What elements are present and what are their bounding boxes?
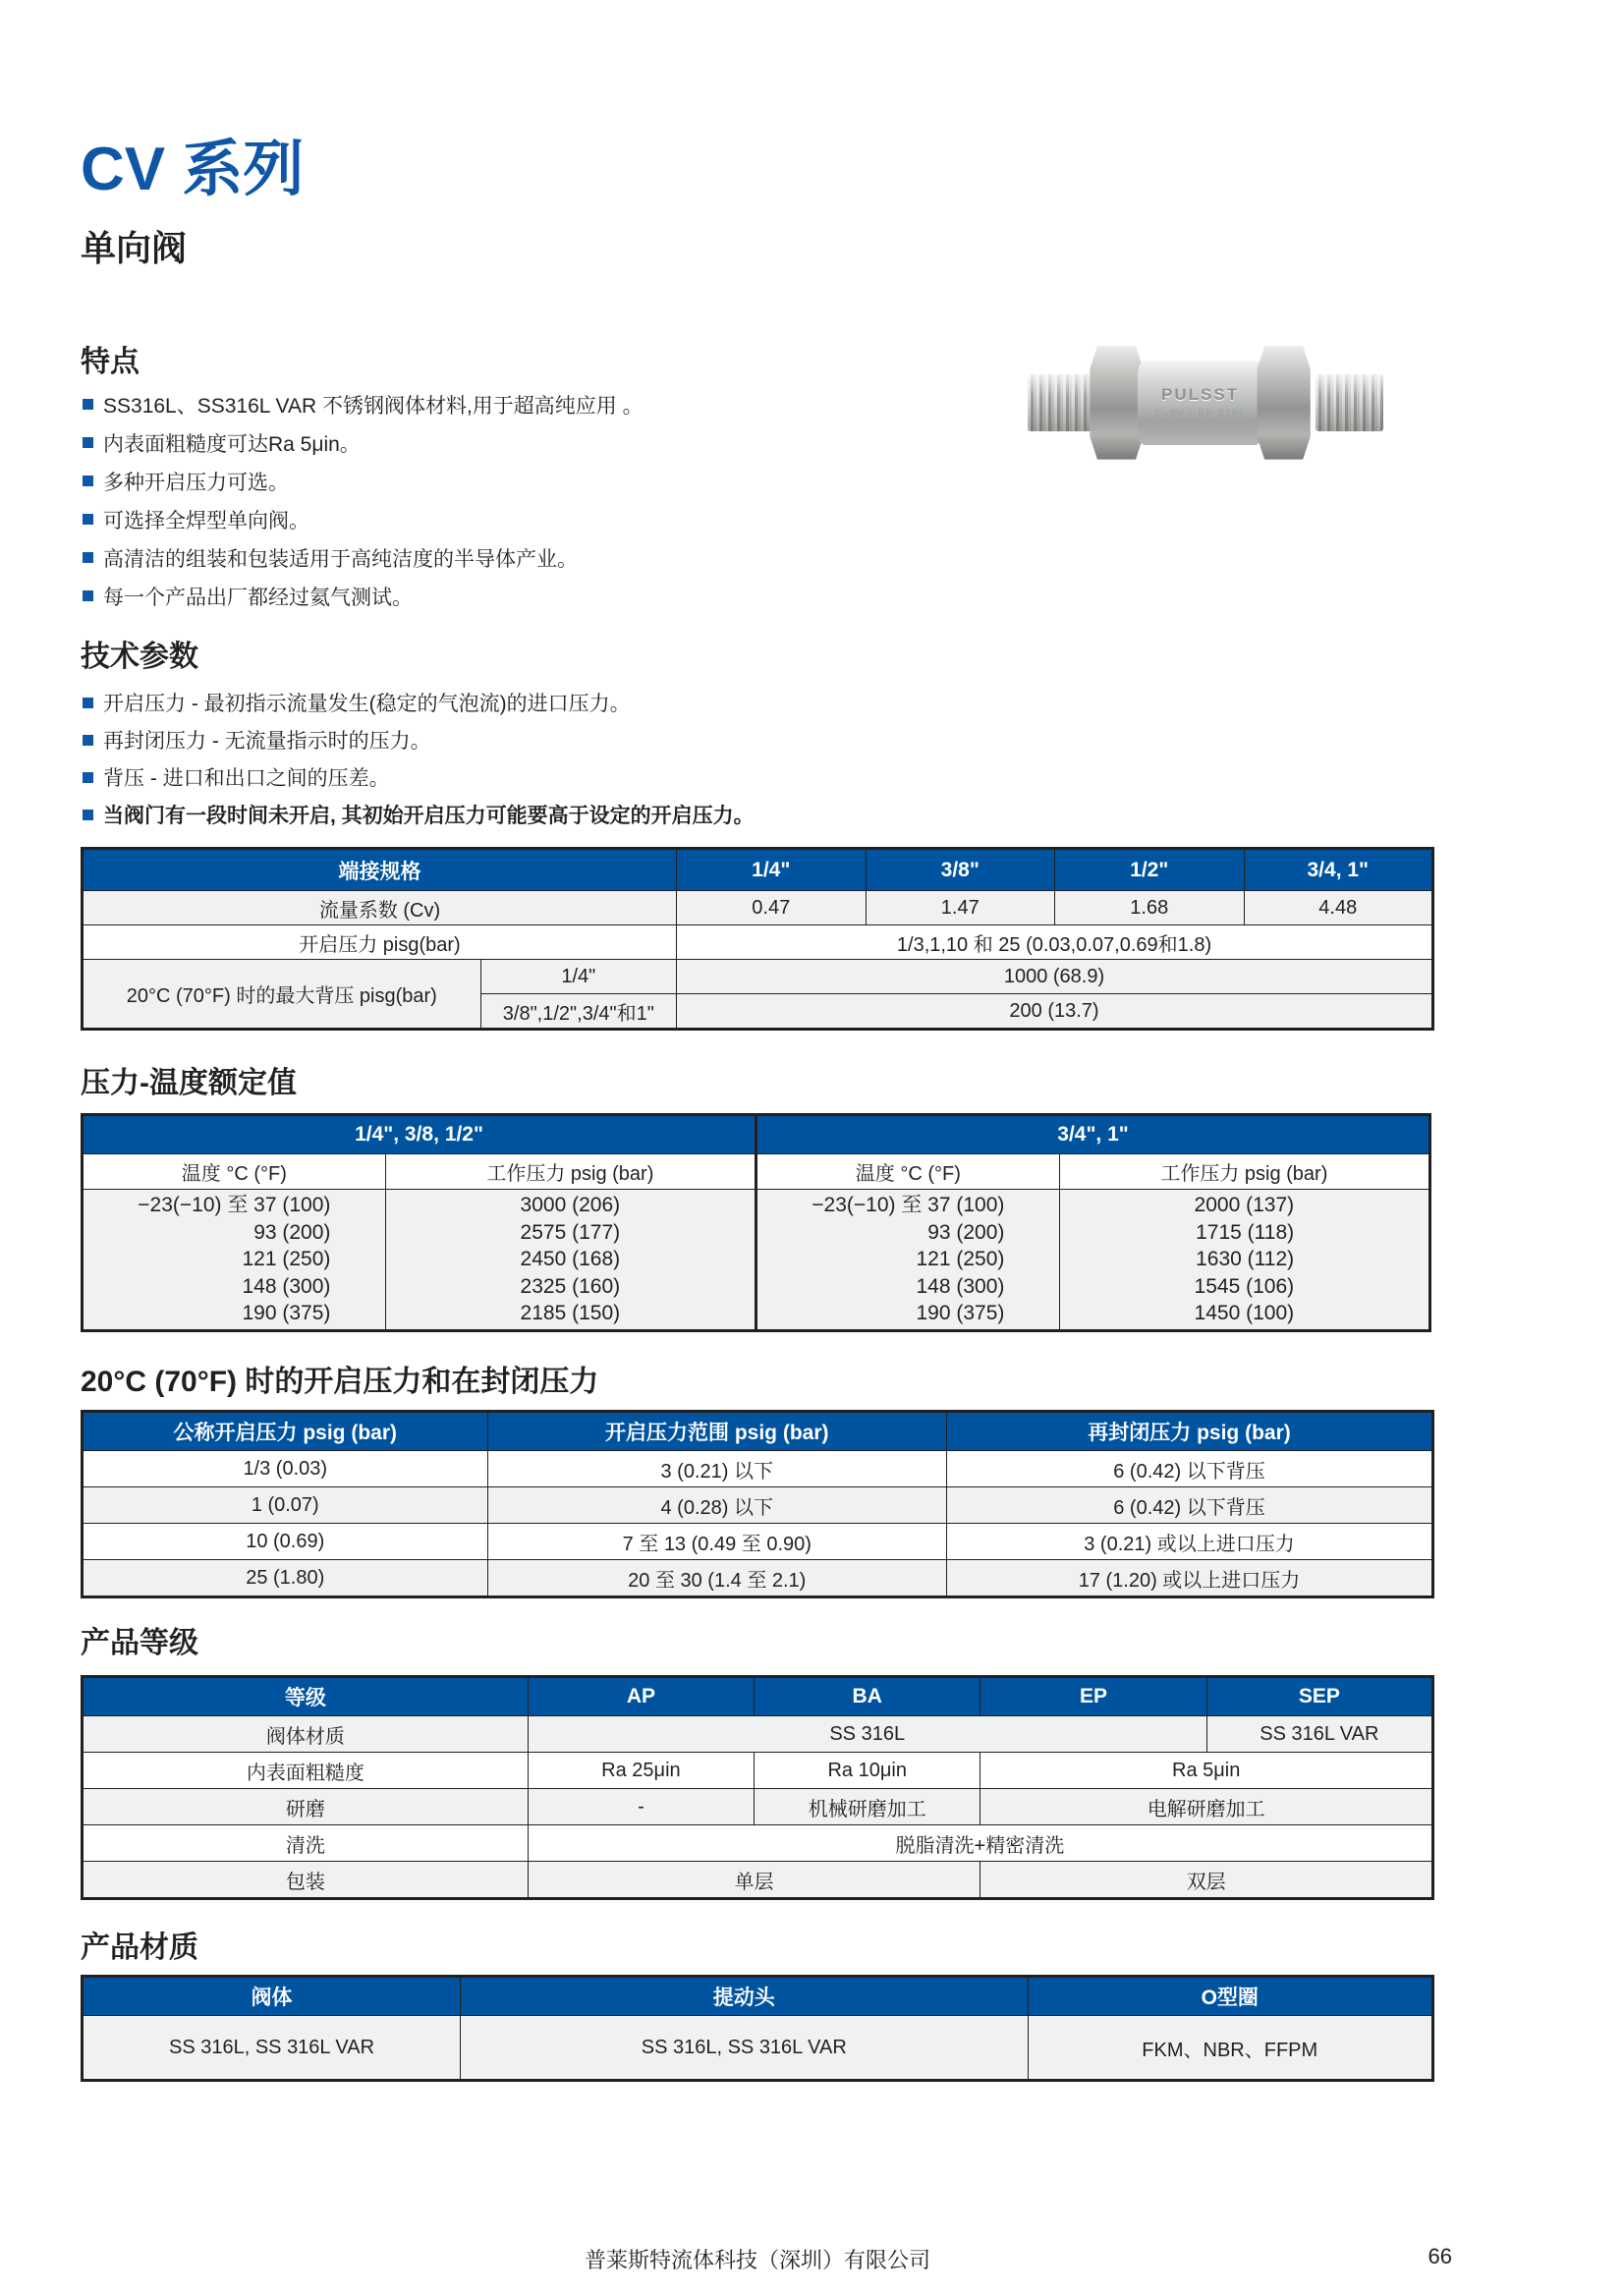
header-cell: 提动头 <box>461 1977 1029 2016</box>
page-subtitle: 单向阀 <box>81 228 188 268</box>
page-number: 66 <box>1428 2244 1452 2268</box>
features-list <box>81 385 1024 615</box>
bullet-square-icon <box>83 437 93 448</box>
company-name: 普莱斯特流体科技（深圳）有限公司 <box>584 2248 930 2272</box>
bullet-square-icon <box>83 590 93 601</box>
end-connection-table <box>81 847 1434 1031</box>
product-photo <box>1028 340 1383 466</box>
table-row: 研磨 - 机械研磨加工 电解研磨加工 <box>83 1789 1433 1825</box>
header-cell: 3/8" <box>866 849 1055 891</box>
bullet-square-icon <box>83 476 93 486</box>
pt-rating-table-small-sizes <box>81 1113 757 1332</box>
table-row <box>83 960 1433 994</box>
table-row: 包装 单层 双层 <box>83 1862 1433 1899</box>
header-cell: 1/4", 3/8, 1/2" <box>83 1115 756 1154</box>
valve-body <box>1138 361 1262 445</box>
header-cell: O型圈 <box>1028 1977 1433 2016</box>
feature-item: SS316L、SS316L VAR 不锈钢阀体材料,用于超高纯应用 。 <box>81 385 1024 423</box>
tech-param-item-note: 当阀门有一段时间未开启, 其初始开启压力可能要高于设定的开启压力。 <box>81 796 1024 833</box>
feature-item: 多种开启压力可选。 <box>81 462 1024 500</box>
pressure-values: 2000 (137) 1715 (118) 1630 (112) 1545 (106) 1450 (100) <box>1059 1190 1429 1331</box>
header-cell: 1/4" <box>677 849 867 891</box>
header-cell: 阀体 <box>83 1977 461 2016</box>
row-label: 20°C (70°F) 时的最大背压 pisg(bar) <box>83 960 481 1030</box>
header-cell: SEP <box>1206 1677 1432 1716</box>
subheader-cell: 温度 °C (°F) <box>83 1154 386 1190</box>
table-row: SS 316L, SS 316L VAR SS 316L, SS 316L VAR FKM、NBR、FFPM <box>83 2016 1433 2081</box>
sub-label: 1/4" <box>480 960 676 994</box>
cell: 1/3,1,10 和 25 (0.03,0.07,0.69和1.8) <box>677 925 1433 960</box>
table-row <box>756 1190 1430 1331</box>
pt-rating-heading: 压力-温度额定值 <box>81 1067 297 1099</box>
table-row: 1 (0.07) 4 (0.28) 以下 6 (0.42) 以下背压 <box>83 1487 1433 1524</box>
cell: 0.47 <box>677 891 867 925</box>
table-header-row <box>83 1412 1433 1451</box>
bullet-square-icon <box>83 735 93 746</box>
crack-pressure-heading: 20°C (70°F) 时的开启压力和在封闭压力 <box>81 1366 599 1398</box>
bullet-square-icon <box>83 514 93 525</box>
product-material-table <box>81 1975 1434 2082</box>
header-cell: AP <box>528 1677 754 1716</box>
bullet-square-icon <box>83 552 93 563</box>
table-row: 25 (1.80) 20 至 30 (1.4 至 2.1) 17 (1.20) 或以上进口压力 <box>83 1560 1433 1597</box>
subheader-cell: 温度 °C (°F) <box>756 1154 1060 1190</box>
crack-pressure-table <box>81 1410 1434 1598</box>
valve-brand-engraving: PULSST <box>1161 385 1240 405</box>
row-label: 包装 <box>83 1862 529 1899</box>
product-material-heading: 产品材质 <box>81 1931 198 1964</box>
tech-param-item: 开启压力 - 最初指示流量发生(稳定的气泡流)的进口压力。 <box>81 684 1024 721</box>
feature-item: 可选择全焊型单向阀。 <box>81 500 1024 538</box>
page-footer <box>81 2244 1452 2274</box>
row-label: 开启压力 pisg(bar) <box>83 925 677 960</box>
cell: 1000 (68.9) <box>677 960 1433 994</box>
valve-hex-nut-left <box>1090 346 1143 459</box>
table-header-row <box>83 1115 756 1154</box>
table-row: 内表面粗糙度 Ra 25μin Ra 10μin Ra 5μin <box>83 1753 1433 1789</box>
header-cell: 端接规格 <box>83 849 677 891</box>
tech-params-heading: 技术参数 <box>81 641 198 673</box>
header-cell: 1/2" <box>1055 849 1245 891</box>
valve-hex-nut-right <box>1257 346 1310 459</box>
valve-model-engraving: Cv8V-I-EP 316L <box>1154 408 1246 420</box>
header-cell: 开启压力范围 psig (bar) <box>487 1412 947 1451</box>
features-heading: 特点 <box>81 346 140 378</box>
bullet-square-icon <box>83 772 93 783</box>
row-label: 内表面粗糙度 <box>83 1753 529 1789</box>
header-cell: 再封闭压力 psig (bar) <box>947 1412 1433 1451</box>
feature-item: 每一个产品出厂都经过氦气测试。 <box>81 577 1024 615</box>
header-cell: 3/4", 1" <box>756 1115 1430 1154</box>
table-row: 清洗 脱脂清洗+精密清洗 <box>83 1825 1433 1862</box>
table-row <box>83 891 1433 925</box>
temperature-values: −23(−10) 至 37 (100) 93 (200) 121 (250) 148 (300) 190 (375) <box>756 1190 1060 1331</box>
cell: 1.68 <box>1055 891 1245 925</box>
table-row <box>83 925 1433 960</box>
pt-rating-tables <box>81 1113 1434 1332</box>
row-label: 流量系数 (Cv) <box>83 891 677 925</box>
valve-thread-right <box>1316 374 1383 432</box>
bullet-square-icon <box>83 810 93 820</box>
feature-item: 高清洁的组装和包装适用于高纯洁度的半导体产业。 <box>81 538 1024 577</box>
table-header-row <box>756 1115 1430 1154</box>
header-cell: EP <box>980 1677 1206 1716</box>
product-grade-table <box>81 1675 1434 1900</box>
cell: 200 (13.7) <box>677 994 1433 1030</box>
subheader-cell: 工作压力 psig (bar) <box>1059 1154 1429 1190</box>
table-row: 阀体材质 SS 316L SS 316L VAR <box>83 1716 1433 1753</box>
table-subheader-row <box>756 1154 1430 1190</box>
subheader-cell: 工作压力 psig (bar) <box>385 1154 756 1190</box>
pt-rating-table-large-sizes <box>755 1113 1431 1332</box>
header-cell: 公称开启压力 psig (bar) <box>83 1412 488 1451</box>
bullet-square-icon <box>83 698 93 708</box>
row-label: 研磨 <box>83 1789 529 1825</box>
table-header-row <box>83 849 1433 891</box>
pressure-values: 3000 (206) 2575 (177) 2450 (168) 2325 (160) 2185 (150) <box>385 1190 756 1331</box>
tech-param-item: 背压 - 进口和出口之间的压差。 <box>81 758 1024 796</box>
temperature-values: −23(−10) 至 37 (100) 93 (200) 121 (250) 148 (300) 190 (375) <box>83 1190 386 1331</box>
table-row: 1/3 (0.03) 3 (0.21) 以下 6 (0.42) 以下背压 <box>83 1451 1433 1487</box>
tech-param-item: 再封闭压力 - 无流量指示时的压力。 <box>81 721 1024 758</box>
cell: 1.47 <box>866 891 1055 925</box>
product-grade-heading: 产品等级 <box>81 1627 198 1659</box>
table-subheader-row <box>83 1154 756 1190</box>
table-row <box>83 1190 756 1331</box>
cell: 4.48 <box>1244 891 1433 925</box>
header-cell: 等级 <box>83 1677 529 1716</box>
header-cell: 3/4, 1" <box>1244 849 1433 891</box>
row-label: 清洗 <box>83 1825 529 1862</box>
table-header-row <box>83 1977 1433 2016</box>
valve-thread-left <box>1028 374 1095 432</box>
bullet-square-icon <box>83 399 93 410</box>
row-label: 阀体材质 <box>83 1716 529 1753</box>
tech-params-list <box>81 684 1024 833</box>
page-title: CV 系列 <box>81 136 305 203</box>
table-row: 10 (0.69) 7 至 13 (0.49 至 0.90) 3 (0.21) 或以上进口压力 <box>83 1524 1433 1560</box>
sub-label: 3/8",1/2",3/4"和1" <box>480 994 676 1030</box>
feature-item: 内表面粗糙度可达Ra 5μin。 <box>81 423 1024 462</box>
table-header-row <box>83 1677 1433 1716</box>
header-cell: BA <box>755 1677 980 1716</box>
